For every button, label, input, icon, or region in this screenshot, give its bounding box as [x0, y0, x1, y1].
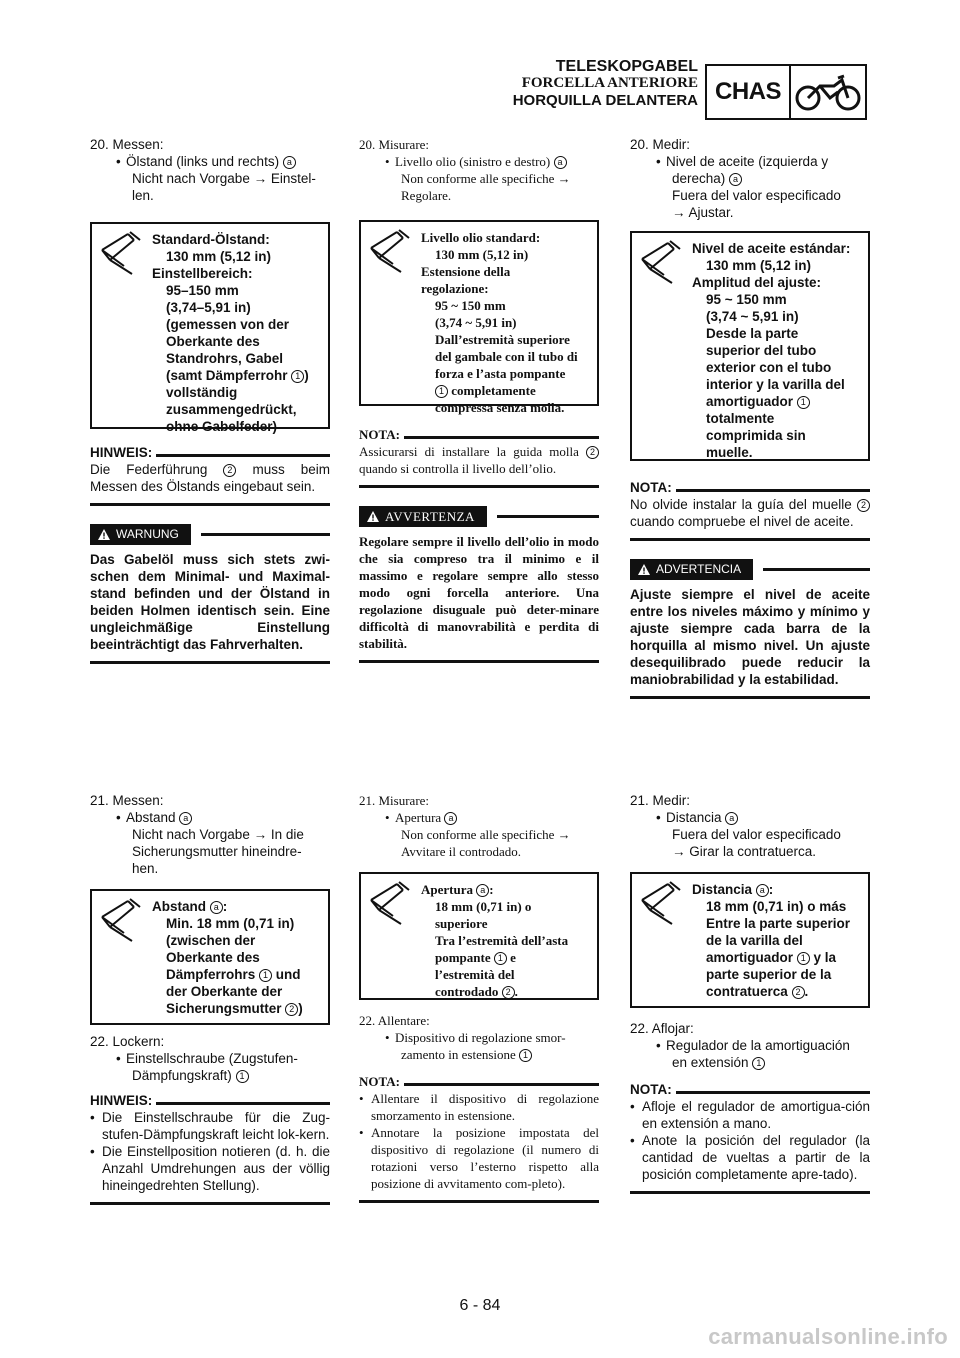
step-22-bullet: • Einstellschraube (Zugstufen-	[90, 1050, 330, 1067]
column-italian-lower: 21. Misurare: • Apertura a Non conforme alle specifiche → Avvitare il controdado. Apertura a : 18 mm (0,71 in) o superiore Tra l’estremità dell’asta pompante 1 e l’estremità del controdado 2 . 22. Allentare: • Dispositivo di regolazione smor- zamento in estensione 1 NOTA: • Allentare il dispositivo di regolazione smorzamento in estensione. • Annotare la posizione impostata del dispositivo di regolazione (il numero di rotazioni verso l’esterno rispetto alla posizione di avvitamento com-pleto).	[359, 792, 599, 1203]
warning-icon	[98, 529, 110, 540]
warning-heading: WARNUNG	[90, 524, 330, 545]
column-german	[90, 136, 330, 664]
motorcycle-icon	[791, 66, 865, 118]
step-21-title: 21. Medir:	[630, 793, 691, 808]
step-20-sub-1: Nicht nach Vorgabe → Einstel-	[132, 171, 316, 186]
column-german-lower: 21. Messen: • Abstand a Nicht nach Vorgabe → In die Sicherungsmutter hineindre- hen. Abstand a : Min. 18 mm (0,71 in) (zwischen der Oberkante des Dämpferrohrs 1 und der Oberkante der Sicherungsmutter 2 ) 22. Lockern: • Einstellschraube (Zugstufen- Dämpfungskraft) 1 HINWEIS: • Die Einstellschraube für die Zug-stufen-Dämpfungskraft leicht lok-kern. • Die Einstellposition notieren (d. h. die Anzahl Umdrehungen aus der völlig hineingedrehten Stellung).	[90, 792, 330, 1205]
wrench-icon	[632, 874, 692, 1006]
wrench-icon	[92, 224, 152, 427]
step-22-title: 22. Aflojar:	[630, 1021, 694, 1036]
spec-box-oil-level: Nivel de aceite estándar: 130 mm (5,12 in) Amplitud del ajuste: 95 ~ 150 mm (3,74 ~ 5,91 in) Desde la parte superior del tubo exterior con el tubo interior y la varilla del amortiguador 1 totalmente comprimida sin muelle.	[630, 231, 870, 461]
warning-heading: AVVERTENZA	[359, 506, 599, 527]
note-heading: NOTA:	[630, 479, 870, 496]
note-heading: NOTA:	[359, 1073, 599, 1090]
spec-box-oil-level: Livello olio standard: 130 mm (5,12 in) Estensione della regolazione: 95 ~ 150 mm (3,74 ~ 5,91 in) Dall’estremità superiore del gambale con il tubo di forza e l’asta pompante 1 completamente compressa senza molla.	[359, 220, 599, 406]
note-heading: HINWEIS:	[90, 1092, 330, 1109]
step-21-title: 21. Messen:	[90, 793, 164, 808]
step-21-bullet: • Abstand a	[90, 809, 330, 826]
step-22-title: 22. Lockern:	[90, 1034, 165, 1049]
step-20-title: 20. Messen:	[90, 137, 164, 152]
step-22-title: 22. Allentare:	[359, 1013, 430, 1028]
spec-box-distance: Apertura a : 18 mm (0,71 in) o superiore Tra l’estremità dell’asta pompante 1 e l’estremità del controdado 2 .	[359, 872, 599, 1000]
header-title-es: HORQUILLA DELANTERA	[512, 92, 698, 109]
step-20-sub-2: len.	[132, 188, 154, 203]
spec-box-distance: Distancia a : 18 mm (0,71 in) o más Entre la parte superior de la varilla del amortiguador 1 y la parte superior de la contratuerca 2 .	[630, 872, 870, 1008]
page-header	[513, 58, 698, 109]
note-heading: NOTA:	[630, 1081, 870, 1098]
watermark: carmanualsonline.info	[708, 1324, 948, 1349]
step-20-title: 20. Misurare:	[359, 137, 430, 152]
warning-text: Das Gabelöl muss sich stets zwi-schen dem Minimal- und Maximal-stand befinden und der Ölstand in beiden Holmen identisch sein. Eine ungleichmäßige Einstellung beeinträchtigt das Fahrverhalten.	[90, 552, 330, 652]
column-spanish-lower: 21. Medir: • Distancia a Fuera del valor especificado → Girar la contratuerca. Distancia a : 18 mm (0,71 in) o más Entre la parte superior de la varilla del amortiguador 1 y la parte superior de la contratuerca 2 . 22. Aflojar: • Regulador de la amortiguación en extensión 1 NOTA: • Afloje el regulador de amortigua-ción en extensión a mano. • Anote la posición del regulador (la cantidad de vueltas a partir de la posición completamente apre-tado).	[630, 792, 870, 1194]
step-21-title: 21. Misurare:	[359, 793, 430, 808]
section-label: CHAS	[707, 66, 791, 118]
step-20-title: 20. Medir:	[630, 137, 691, 152]
wrench-icon	[632, 233, 692, 459]
column-spanish: 20. Medir: • Nivel de aceite (izquierda y derecha) a Fuera del valor especificado → Ajustar. Nivel de aceite estándar: 130 mm (5,12 in) Amplitud del ajuste: 95 ~ 150 mm (3,74 ~ 5,91 in) Desde la parte superior del tubo exterior con el tubo interior y la varilla del amortiguador 1 totalmente comprimida sin muelle. NOTA: No olvide instalar la guía del muelle 2 cuando compruebe el nivel de aceite. ADVERTENCIA Ajuste siempre el nivel de aceite entre los niveles máximo y mínimo y ajuste siempre cada barra de la horquilla al mismo nivel. Un ajuste desequilibrado puede reducir la maniobrabilidad y la estabilidad.	[630, 136, 870, 699]
spec-box-oil-level: Standard-Ölstand: 130 mm (5,12 in) Einstellbereich: 95–150 mm (3,74–5,91 in) (gemessen von der Oberkante des Standrohrs, Gabel (samt Dämpferrohr 1 ) vollständig zusammengedrückt, ohne Gabelfeder)	[90, 222, 330, 429]
header-title-it: FORCELLA ANTERIORE	[521, 75, 698, 91]
spec-box-distance: Abstand a : Min. 18 mm (0,71 in) (zwischen der Oberkante des Dämpferrohrs 1 und der Oberkante der Sicherungsmutter 2 )	[90, 889, 330, 1025]
warning-text: Regolare sempre il livello dell’olio in modo che sia compreso tra il minimo e il massimo e regolare sempre allo stesso modo ogni forcella anteriore. Una regolazione disuguale può deter-minare difficoltà di manovrabilità e perdita di stabilità.	[359, 534, 599, 651]
step-20-bullet: • Ölstand (links und rechts) a	[90, 153, 330, 170]
column-italian: 20. Misurare: • Livello olio (sinistro e destro) a Non conforme alle specifiche → Regolare. Livello olio standard: 130 mm (5,12 in) Estensione della regolazione: 95 ~ 150 mm (3,74 ~ 5,91 in) Dall’estremità superiore del gambale con il tubo di forza e l’asta pompante 1 completamente compressa senza molla. NOTA: Assicurarsi di installare la guida molla 2 quando si controlla il livello dell’olio. AVVERTENZA Regolare sempre il livello dell’olio in modo che sia compreso tra il minimo e il massimo e regolare sempre allo stesso modo ogni forcella anteriore. Una regolazione disuguale può deter-minare difficoltà di manovrabilità e perdita di stabilità.	[359, 136, 599, 663]
header-title-de: TELESKOPGABEL	[555, 58, 698, 75]
note-heading: NOTA:	[359, 426, 599, 443]
warning-icon	[638, 564, 650, 575]
wrench-icon	[361, 874, 421, 998]
wrench-icon	[361, 222, 421, 404]
section-badge	[705, 64, 867, 120]
wrench-icon	[92, 891, 152, 1023]
note-heading: HINWEIS:	[90, 444, 330, 461]
warning-heading: ADVERTENCIA	[630, 559, 870, 580]
warning-text: Ajuste siempre el nivel de aceite entre los niveles máximo y mínimo y ajuste siempre cada barra de la horquilla al mismo nivel. Un ajuste desequilibrado puede reducir la maniobrabilidad y la estabilidad.	[630, 587, 870, 687]
warning-icon	[367, 511, 379, 522]
note-text: Die Federführung 2 muss beim Messen des Ölstands eingebaut sein.	[90, 462, 331, 494]
page-number: 6 - 84	[459, 1297, 501, 1314]
